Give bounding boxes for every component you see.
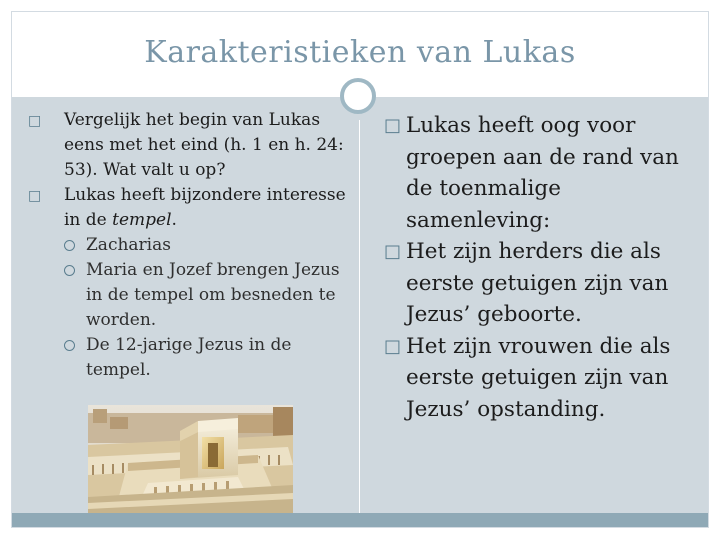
right-column xyxy=(384,110,704,425)
square-bullet-icon: □ xyxy=(384,241,402,262)
left-subpoint-2-text: Maria en Jozef brengen Jezus in de tempel om besneden te worden. xyxy=(86,260,340,330)
left-point-2-emphasis: tempel xyxy=(112,210,172,230)
footer-bar xyxy=(12,513,708,527)
left-subpoint-2 xyxy=(28,258,350,333)
square-bullet-icon: □ xyxy=(28,188,42,204)
right-point-3 xyxy=(384,331,704,426)
circle-bullet-icon xyxy=(64,265,75,276)
right-point-3-text: Het zijn vrouwen die als eerste getuigen zijn van Jezus’ opstanding. xyxy=(406,333,671,422)
left-column xyxy=(28,108,350,383)
square-bullet-icon: □ xyxy=(28,113,42,129)
column-divider xyxy=(359,120,360,515)
left-subpoint-3-text: De 12-jarige Jezus in de tempel. xyxy=(86,335,292,380)
circle-bullet-icon xyxy=(64,340,75,351)
right-point-2 xyxy=(384,236,704,331)
square-bullet-icon: □ xyxy=(384,115,402,136)
right-point-1 xyxy=(384,110,704,236)
left-point-2-suffix: . xyxy=(171,210,177,230)
square-bullet-icon: □ xyxy=(384,335,402,357)
left-point-1-text: Vergelijk het begin van Lukas eens met het eind (h. 1 en h. 24: 53). Wat valt u op? xyxy=(64,110,344,180)
left-subpoint-1 xyxy=(28,233,350,258)
circle-bullet-icon xyxy=(64,240,75,251)
temple-model-photo xyxy=(88,405,293,513)
right-point-1-text: Lukas heeft oog voor groepen aan de rand van de toenmalige samenleving: xyxy=(406,113,679,233)
left-point-1 xyxy=(28,108,350,183)
left-point-2-text: Lukas heeft bijzondere interesse in de xyxy=(64,185,346,230)
right-point-2-text: Het zijn herders die als eerste getuigen zijn van Jezus’ geboorte. xyxy=(406,239,669,327)
slide-title: Karakteristieken van Lukas xyxy=(144,35,576,70)
left-subpoint-1-text: Zacharias xyxy=(86,235,171,255)
left-subpoint-3 xyxy=(28,333,350,383)
left-point-2 xyxy=(28,183,350,233)
